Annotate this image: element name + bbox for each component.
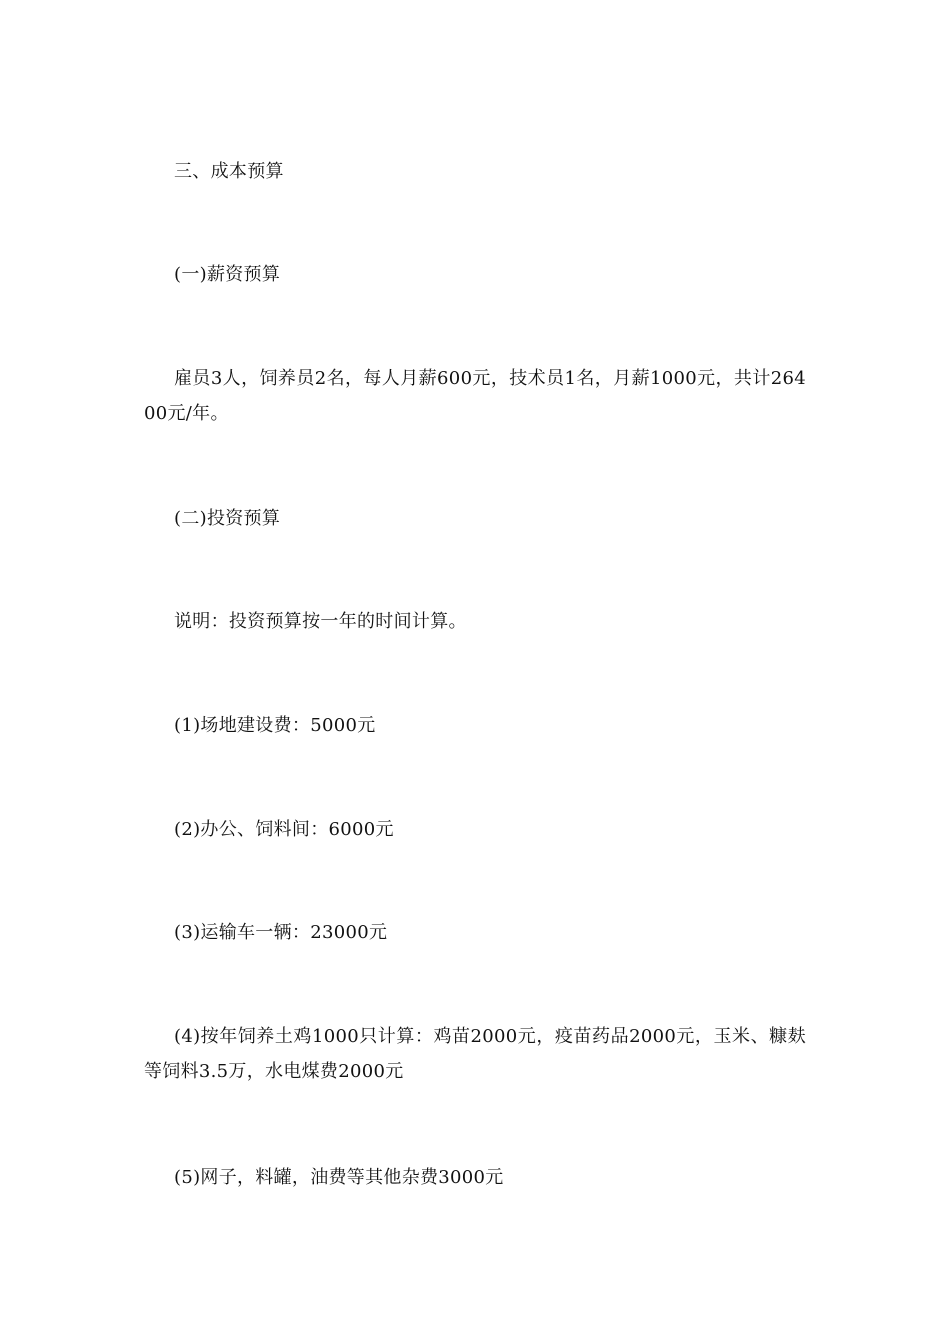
budget-item-2: (2)办公、饲料间：6000元	[174, 819, 394, 840]
budget-item-4: (4)按年饲养土鸡1000只计算：鸡苗2000元，疫苗药品2000元，玉米、糠麸等饲料3.5万，水电煤费2000元	[144, 1026, 806, 1082]
investment-heading: (二)投资预算	[174, 508, 281, 529]
budget-item-1: (1)场地建设费：5000元	[174, 715, 376, 736]
salary-paragraph: 雇员3人，饲养员2名，每人月薪600元，技术员1名，月薪1000元，共计26400元/年。	[144, 368, 806, 424]
section-heading: 三、成本预算	[174, 161, 284, 182]
investment-note: 说明：投资预算按一年的时间计算。	[174, 611, 467, 632]
salary-heading: (一)薪资预算	[174, 264, 281, 285]
budget-item-3: (3)运输车一辆：23000元	[174, 922, 388, 943]
budget-item-5: (5)网子，料罐，油费等其他杂费3000元	[174, 1167, 504, 1188]
